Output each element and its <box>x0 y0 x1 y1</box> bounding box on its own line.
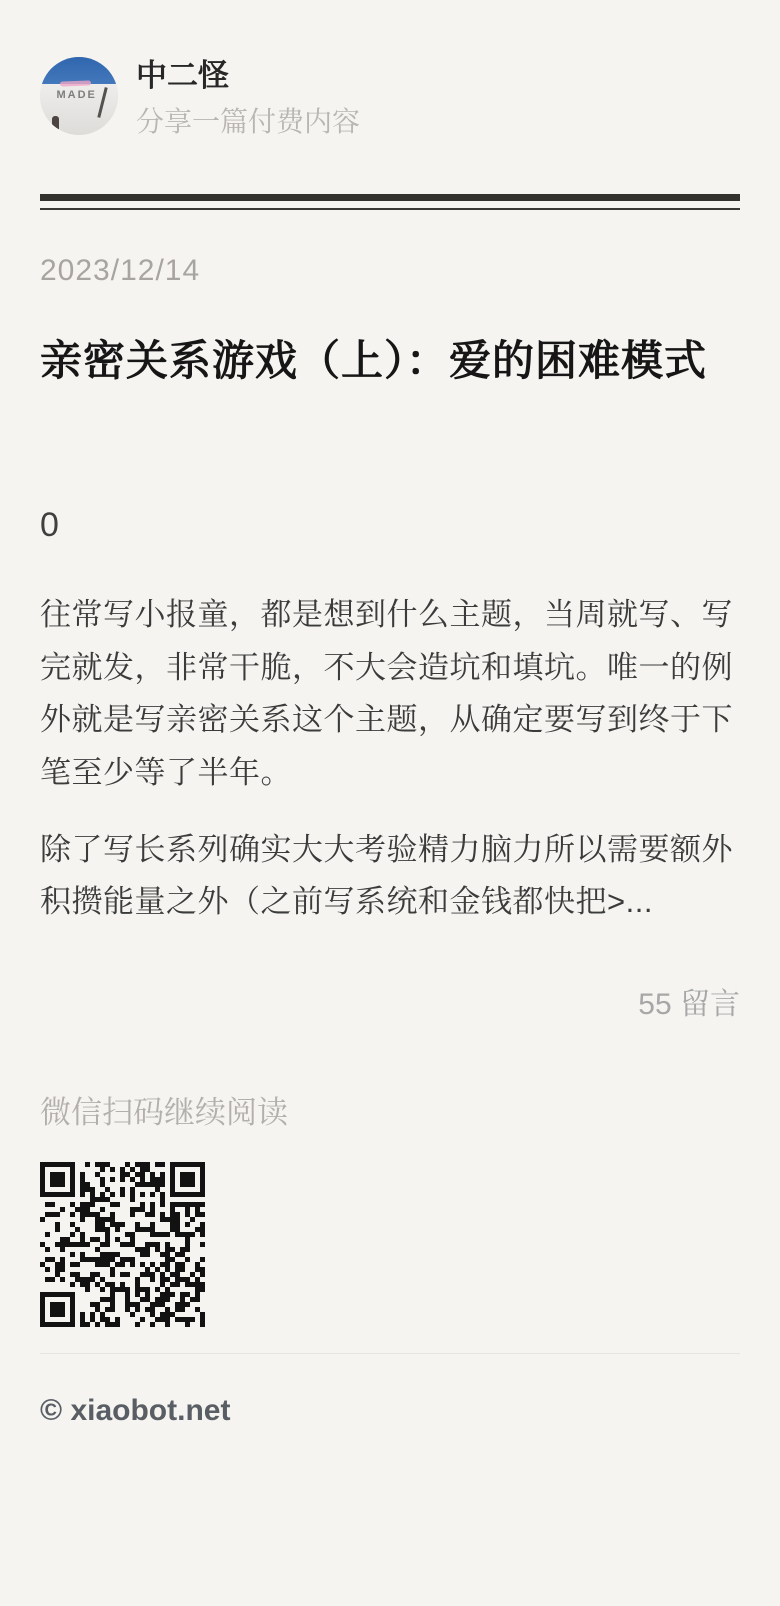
author-header[interactable] <box>40 0 740 138</box>
avatar-pink-script-decor <box>60 80 91 86</box>
author-header-texts <box>136 55 360 138</box>
avatar-made-text: MADE <box>56 88 97 101</box>
post-paragraph: 往常写小报童，都是想到什么主题，当周就写、写完就发，非常干脆，不大会造坑和填坑。唯一的例外就是写亲密关系这个主题，从确定要写到终于下笔至少等了半年。 <box>40 597 733 791</box>
share-subtitle: 分享一篇付费内容 <box>136 106 361 138</box>
post-paragraph-truncated: 除了写长系列确实大大考验精力脑力所以需要额外积攒能量之外（之前写系统和金钱都快把>... <box>40 831 733 920</box>
avatar[interactable] <box>40 57 118 135</box>
author-name: 中二怪 <box>136 58 229 93</box>
zero-marker: 0 <box>40 506 59 544</box>
footer-divider <box>40 1353 740 1354</box>
qr-code <box>40 1162 205 1327</box>
post-date: 2023/12/14 <box>40 253 201 287</box>
post-title: 亲密关系游戏（上）：爱的困难模式 <box>40 336 708 384</box>
avatar-person-decor <box>52 116 59 131</box>
comments-count: 55 留言 <box>638 988 740 1022</box>
scan-hint-text: 微信扫码继续阅读 <box>40 1095 288 1131</box>
site-copyright-link[interactable]: © xiaobot.net <box>40 1394 231 1428</box>
divider-thin <box>40 208 740 210</box>
divider-thick <box>40 194 740 201</box>
